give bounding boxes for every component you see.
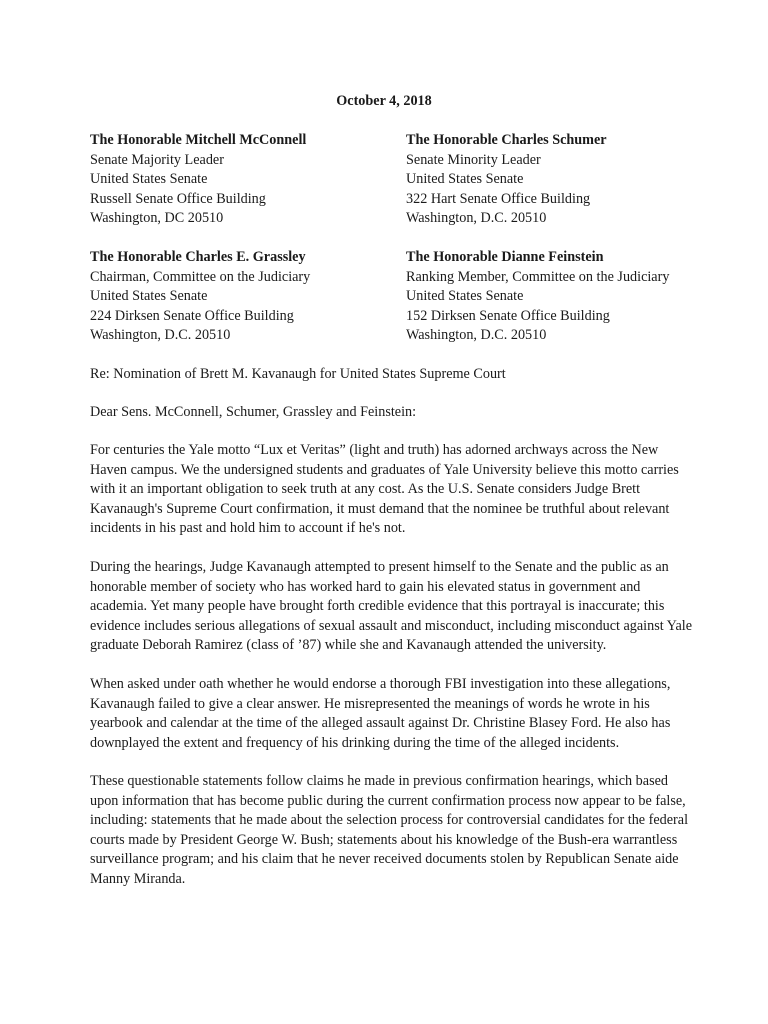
paragraph-line: During the hearings, Judge Kavanaugh attempted to present himself to the Senate and the public as an xyxy=(90,559,669,575)
addressee-city: Washington, D.C. 20510 xyxy=(406,327,547,343)
addressee-building: 224 Dirksen Senate Office Building xyxy=(90,307,294,324)
addressee-mcconnell xyxy=(90,131,306,229)
addressee-org: United States Senate xyxy=(90,171,208,187)
addressee-title: Chairman, Committee on the Judiciary xyxy=(90,268,311,285)
body-paragraph xyxy=(90,772,689,889)
addressee-title: Ranking Member, Committee on the Judiciary xyxy=(406,268,670,285)
addressee-org: United States Senate xyxy=(90,288,208,304)
addressee-name: The Honorable Mitchell McConnell xyxy=(90,132,307,148)
addressee-title: Senate Majority Leader xyxy=(90,151,224,168)
paragraph-line: These questionable statements follow claims he made in previous confirmation hearings, which based xyxy=(90,773,668,789)
addressee-city: Washington, D.C. 20510 xyxy=(406,210,547,226)
paragraph-line: surveillance program; and his claim that he never received documents stolen by Republican Senate aide xyxy=(90,851,679,867)
addressee-org: United States Senate xyxy=(406,171,524,187)
paragraph-line: For centuries the Yale motto “Lux et Veritas” (light and truth) has adorned archways across the New xyxy=(90,442,659,458)
addressee-building: 322 Hart Senate Office Building xyxy=(406,190,591,207)
paragraph-line: with it an important obligation to seek truth at any cost. As the U.S. Senate considers Judge Brett xyxy=(90,481,641,497)
paragraph-line: evidence includes serious allegations of sexual assault and misconduct, including misconduct against Yale xyxy=(90,617,693,634)
subject-line: Re: Nomination of Brett M. Kavanaugh for United States Supreme Court xyxy=(90,366,506,382)
paragraph-line: Haven campus. We the undersigned students and graduates of Yale University believe this motto carries xyxy=(90,461,679,478)
body-paragraph xyxy=(90,441,680,539)
paragraph-line: academia. Yet many people have brought forth credible evidence that this portrayal is inaccurate; this xyxy=(90,598,665,614)
paragraph-line: incidents in his past and hold him to account if he's not. xyxy=(90,520,406,536)
paragraph-line: When asked under oath whether he would endorse a thorough FBI investigation into these allegations, xyxy=(90,676,671,692)
body-paragraph xyxy=(90,558,693,656)
addressee-name: The Honorable Dianne Feinstein xyxy=(406,249,604,265)
addressee-building: Russell Senate Office Building xyxy=(90,190,266,207)
addressee-feinstein xyxy=(406,248,669,346)
paragraph-line: Kavanaugh's Supreme Court confirmation, it must demand that the nominee be truthful about relevant xyxy=(90,500,670,517)
addressee-title: Senate Minority Leader xyxy=(406,151,541,168)
salutation: Dear Sens. McConnell, Schumer, Grassley and Feinstein: xyxy=(90,404,417,420)
addressee-name: The Honorable Charles E. Grassley xyxy=(90,249,306,265)
addressee-city: Washington, DC 20510 xyxy=(90,210,224,226)
addressee-building: 152 Dirksen Senate Office Building xyxy=(406,307,610,324)
paragraph-line: honorable member of society who has worked hard to gain his elevated status in government and xyxy=(90,578,641,595)
paragraph-line: downplayed the extent and frequency of his drinking during the time of the alleged incidents. xyxy=(90,734,620,751)
paragraph-line: including: statements that he made about the selection process for controversial candidates for the federal xyxy=(90,812,689,828)
paragraph-line: upon information that has become public during the current confirmation process now appear to be false, xyxy=(90,792,686,809)
addressee-org: United States Senate xyxy=(406,288,524,304)
paragraph-line: yearbook and calendar at the time of the alleged assault against Dr. Christine Blasey Ford. He also has xyxy=(90,715,671,731)
paragraph-line: graduate Deborah Ramirez (class of ’87) while she and Kavanaugh attended the university. xyxy=(90,637,607,653)
paragraph-line: Manny Miranda. xyxy=(90,870,186,887)
body-paragraph xyxy=(90,675,680,753)
addressee-name: The Honorable Charles Schumer xyxy=(406,132,607,148)
addressee-grassley xyxy=(90,248,310,346)
addressee-city: Washington, D.C. 20510 xyxy=(90,327,231,343)
paragraph-line: courts made by President George W. Bush; statements about his knowledge of the Bush-era warrantless xyxy=(90,831,678,848)
letter-date: October 4, 2018 xyxy=(336,93,432,109)
paragraph-line: Kavanaugh failed to give a clear answer. He misrepresented the meanings of words he wrote in his xyxy=(90,695,650,712)
addressee-schumer xyxy=(406,131,607,229)
